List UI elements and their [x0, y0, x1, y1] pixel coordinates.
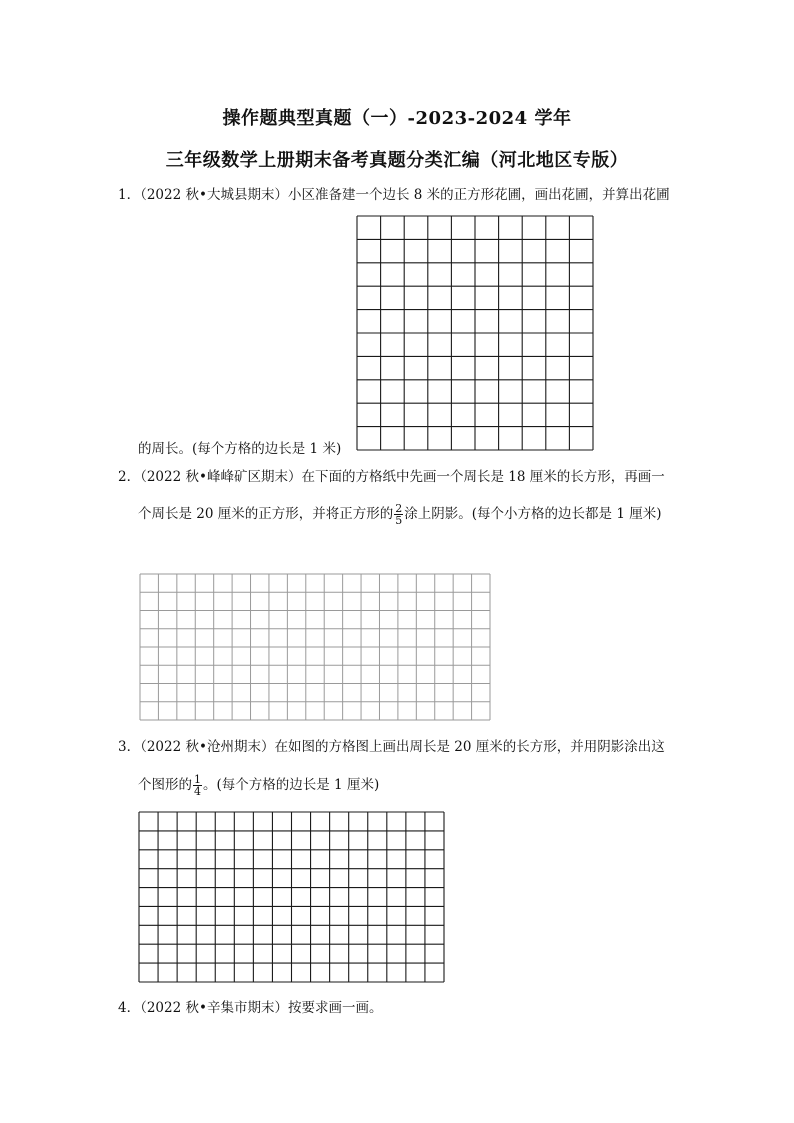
question-2-line-2	[138, 503, 661, 526]
question-4-number: 4．	[118, 1000, 141, 1016]
question-3-fraction	[193, 774, 202, 797]
question-4-source: （2022 秋•辛集市期末）	[140, 1000, 288, 1016]
question-1-source: （2022 秋•大城县期末）	[140, 187, 288, 203]
question-2-text-before-fraction: 个周长是 20 厘米的正方形，并将正方形的	[138, 506, 394, 522]
question-2-fraction-numerator: 2	[395, 502, 403, 515]
question-2-fraction-denominator: 5	[395, 514, 403, 527]
question-4-line-1	[118, 999, 382, 1017]
question-2-text: 在下面的方格纸中先画一个周长是 18 厘米的长方形，再画一	[301, 469, 665, 485]
question-1-grid	[356, 215, 594, 451]
question-3-number: 3．	[118, 739, 141, 755]
question-3-text-after-fraction: 。(每个方格的边长是 1 厘米)	[203, 777, 380, 793]
question-3-fraction-denominator: 4	[194, 785, 201, 798]
question-3-fraction-numerator: 1	[194, 773, 201, 786]
question-3-line-2	[138, 774, 379, 797]
title-line-2: 三年级数学上册期末备考真题分类汇编（河北地区专版）	[165, 150, 629, 171]
question-3-text-before-fraction: 个图形的	[138, 777, 192, 793]
question-2-grid	[139, 573, 491, 721]
question-4-text: 按要求画一画。	[287, 1000, 383, 1016]
question-2-number: 2．	[118, 469, 141, 485]
question-3-source: （2022 秋•沧州期末）	[140, 739, 275, 755]
question-2-line-1	[118, 468, 665, 486]
question-2-source: （2022 秋•峰峰矿区期末）	[140, 469, 302, 485]
question-2-text-after-fraction: 涂上阴影。(每个小方格的边长都是 1 厘米)	[404, 506, 662, 522]
question-1-number: 1．	[118, 187, 141, 203]
question-2-fraction	[394, 503, 403, 526]
title-line-1: 操作题典型真题（一）-2023-2024 学年	[222, 108, 572, 129]
question-1-line-2: 的周长。(每个方格的边长是 1 米)	[138, 441, 342, 457]
question-3-text: 在如图的方格图上画出周长是 20 厘米的长方形，并用阴影涂出这	[274, 739, 665, 755]
question-1-line-1	[118, 186, 670, 204]
question-3-grid	[138, 811, 445, 983]
question-3-line-1	[118, 738, 665, 756]
question-1-text: 小区准备建一个边长 8 米的正方形花圃，画出花圃，并算出花圃	[287, 187, 670, 203]
